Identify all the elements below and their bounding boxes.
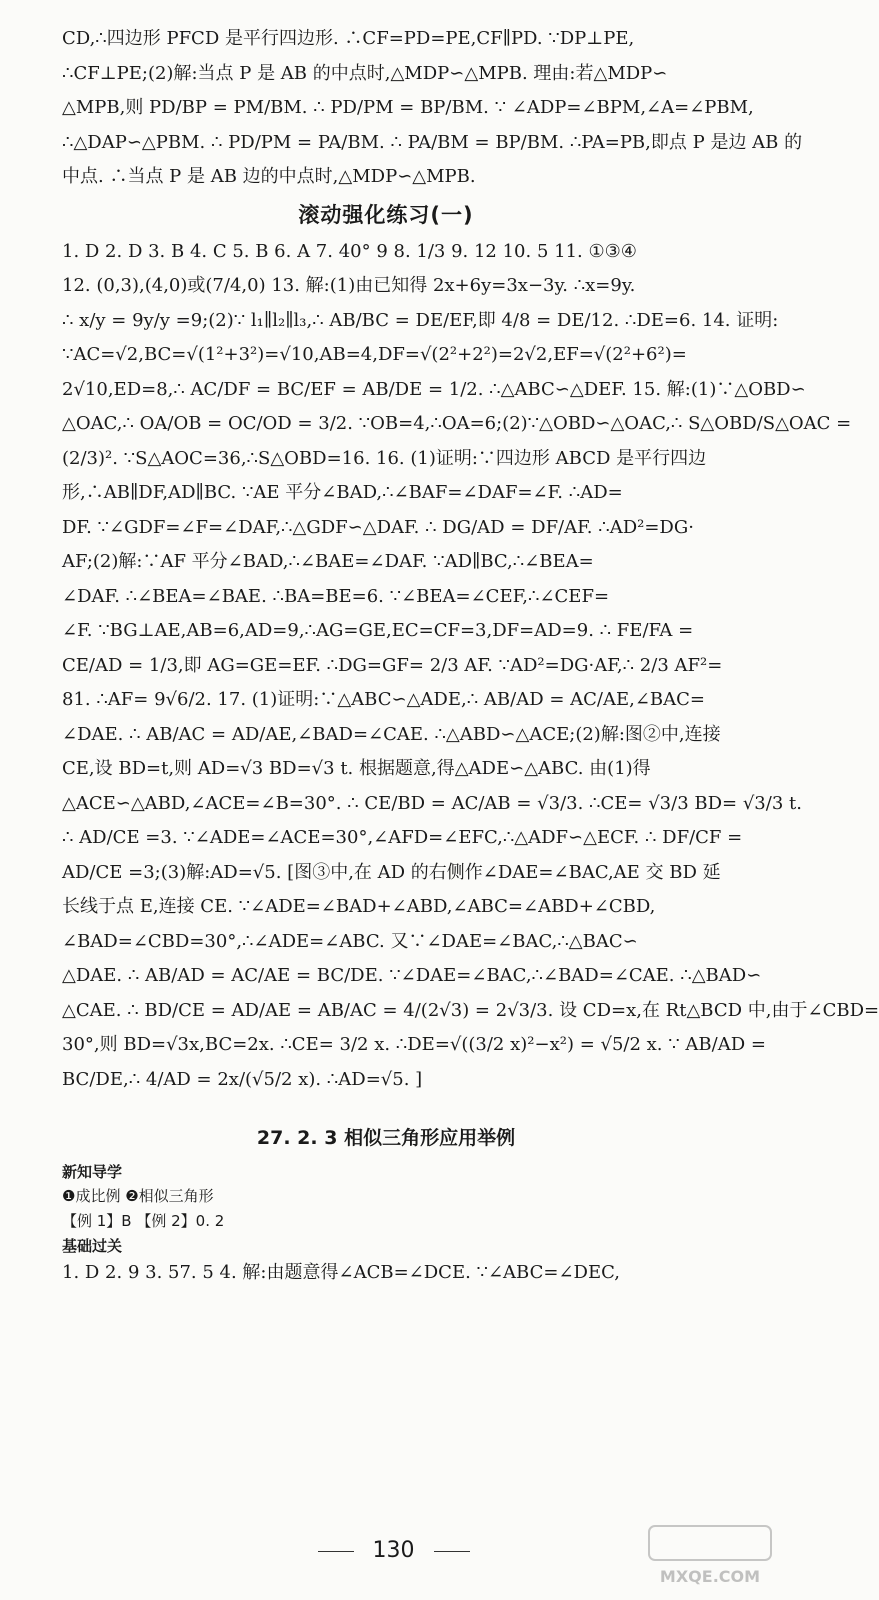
continued-solution (62, 22, 803, 195)
answer-page (62, 22, 879, 1288)
watermark-text: MXQE.COM (659, 1567, 761, 1586)
text-line: △OAC,∴ OA/OB = OC/OD = 3/2. ∵OB=4,∴OA=6;(2)∵△OBD∽△OAC,∴ S△OBD/S△OAC = (62, 413, 852, 434)
text-line: 2√10,ED=8,∴ AC/DF = BC/EF = AB/DE = 1/2. ∴△ABC∽△DEF. 15. 解:(1)∵△OBD∽ (62, 378, 806, 400)
dash-left (318, 1551, 354, 1552)
text-line: CE/AD = 1/3,即 AG=GE=EF. ∴DG=GF= 2/3 AF. ∵AD²=DG·AF,∴ 2/3 AF²= (62, 654, 723, 676)
text-line: AF;(2)解:∵AF 平分∠BAD,∴∠BAE=∠DAF. ∵AD∥BC,∴∠BEA= (62, 551, 594, 572)
text-line: △ACE∽△ABD,∠ACE=∠B=30°. ∴ CE/BD = AC/AB = √3/3. ∴CE= √3/3 BD= √3/3 t. (62, 792, 802, 814)
text-line: 1. D 2. D 3. B 4. C 5. B 6. A 7. 40° 9 8. 1/3 9. 12 10. 5 11. ①③④ (62, 240, 637, 262)
dash-right (434, 1551, 470, 1552)
text-line: ∠BAD=∠CBD=30°,∴∠ADE=∠ABC. 又∵∠DAE=∠BAC,∴△BAC∽ (62, 930, 638, 952)
text-line: △DAE. ∴ AB/AD = AC/AE = BC/DE. ∵∠DAE=∠BAC,∴∠BAD=∠CAE. ∴△BAD∽ (62, 965, 762, 986)
text-line: ∴△DAP∽△PBM. ∴ PD/PM = PA/BM. ∴ PA/BM = BP/BM. ∴PA=PB,即点 P 是边 AB 的 (62, 131, 803, 153)
text-line: △MPB,则 PD/BP = PM/BM. ∴ PD/PM = BP/BM. ∵ ∠ADP=∠BPM,∠A=∠PBM, (62, 97, 754, 118)
text-line: ∠DAF. ∴∠BEA=∠BAE. ∴BA=BE=6. ∵∠BEA=∠CEF,∴∠CEF= (62, 585, 610, 607)
text-line: ∴CF⊥PE;(2)解:当点 P 是 AB 的中点时,△MDP∽△MPB. 理由:若△MDP∽ (62, 62, 668, 84)
text-line: ∴ AD/CE =3. ∵∠ADE=∠ACE=30°,∠AFD=∠EFC,∴△ADF∽△ECF. ∴ DF/CF = (62, 827, 743, 848)
text-line: ∠F. ∵BG⊥AE,AB=6,AD=9,∴AG=GE,EC=CF=3,DF=AD=9. ∴ FE/FA = (62, 620, 694, 641)
subsection-title: 27. 2. 3 相似三角形应用举例 (256, 1127, 516, 1149)
text-line: (2/3)². ∵S△AOC=36,∴S△OBD=16. 16. (1)证明:∵四边形 ABCD 是平行四边 (62, 447, 707, 469)
text-line: 中点. ∴当点 P 是 AB 边的中点时,△MDP∽△MPB. (62, 166, 476, 187)
text-line: DF. ∵∠GDF=∠F=∠DAF,∴△GDF∽△DAF. ∴ DG/AD = DF/AF. ∴AD²=DG· (62, 516, 694, 538)
watermark-logo-icon (645, 1520, 775, 1590)
text-line: CD,∴四边形 PFCD 是平行四边形. ∴CF=PD=PE,CF∥PD. ∵DP⊥PE, (62, 28, 635, 49)
section-title: 滚动强化练习(一) (298, 202, 474, 227)
practice-answers (62, 235, 879, 1098)
example-answers: 【例 1】B 【例 2】0. 2 (62, 1212, 225, 1230)
text-line: CE,设 BD=t,则 AD=√3 BD=√3 t. 根据题意,得△ADE∽△ABC. 由(1)得 (62, 758, 651, 779)
jichu-label: 基础过关 (62, 1237, 123, 1255)
xinzhi-label: 新知导学 (62, 1163, 123, 1181)
text-line: BC/DE,∴ 4/AD = 2x/(√5/2 x). ∴AD=√5. ] (62, 1068, 423, 1090)
xinzhi-answers: ❶成比例 ❷相似三角形 (62, 1187, 214, 1205)
text-line: AD/CE =3;(3)解:AD=√5. [图③中,在 AD 的右侧作∠DAE=∠BAC,AE 交 BD 延 (62, 861, 721, 883)
text-line: 长线于点 E,连接 CE. ∵∠ADE=∠BAD+∠ABD,∠ABC=∠ABD+∠CBD, (62, 896, 656, 917)
page-number-text: 130 (372, 1538, 415, 1563)
text-line: 形,∴AB∥DF,AD∥BC. ∵AE 平分∠BAD,∴∠BAF=∠DAF=∠F. ∴AD= (62, 482, 623, 503)
text-line: ∵AC=√2,BC=√(1²+3²)=√10,AB=4,DF=√(2²+2²)=2√2,EF=√(2²+6²)= (62, 344, 687, 365)
text-line: △CAE. ∴ BD/CE = AD/AE = AB/AC = 4/(2√3) = 2√3/3. 设 CD=x,在 Rt△BCD 中,由于∠CBD= (62, 999, 879, 1021)
jichu-answers: 1. D 2. 9 3. 57. 5 4. 解:由题意得∠ACB=∠DCE. ∵∠ABC=∠DEC, (62, 1262, 620, 1283)
text-line: 12. (0,3),(4,0)或(7/4,0) 13. 解:(1)由已知得 2x+6y=3x−3y. ∴x=9y. (62, 275, 636, 296)
text-line: 30°,则 BD=√3x,BC=2x. ∴CE= 3/2 x. ∴DE=√((3/2 x)²−x²) = √5/2 x. ∵ AB/AD = (62, 1034, 766, 1055)
text-line: ∠DAE. ∴ AB/AC = AD/AE,∠BAD=∠CAE. ∴△ABD∽△ACE;(2)解:图②中,连接 (62, 723, 721, 745)
text-line: ∴ x/y = 9y/y =9;(2)∵ l₁∥l₂∥l₃,∴ AB/BC = DE/EF,即 4/8 = DE/12. ∴DE=6. 14. 证明: (62, 309, 779, 331)
text-line: 81. ∴AF= 9√6/2. 17. (1)证明:∵△ABC∽△ADE,∴ AB/AD = AC/AE,∠BAC= (62, 689, 706, 710)
